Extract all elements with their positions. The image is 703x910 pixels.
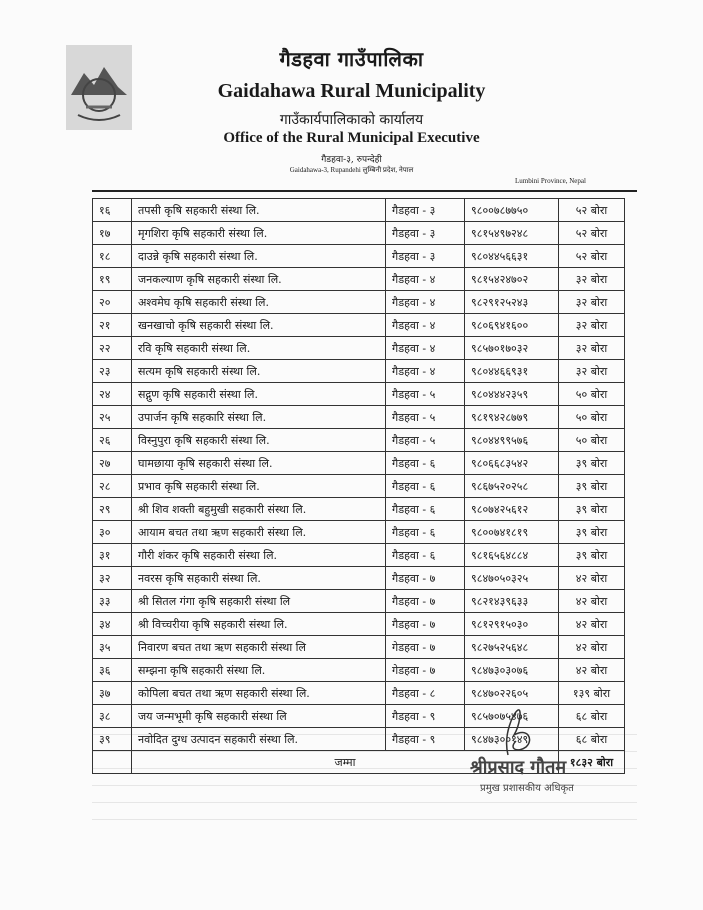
ward-number-cell: गैडहवा - ७ [386, 567, 465, 590]
table-row [93, 452, 625, 475]
quantity-cell: ५२ बोरा [559, 222, 625, 245]
quantity-cell: ३९ बोरा [559, 544, 625, 567]
table-row [93, 383, 625, 406]
ward-number-cell: गैडहवा - ९ [386, 728, 465, 751]
phone-number-cell: ९८५७०१७०३२ [465, 337, 559, 360]
quantity-cell: ३९ बोरा [559, 452, 625, 475]
office-english: Office of the Rural Municipal Executive [223, 130, 480, 146]
serial-number-cell: ३८ [93, 705, 132, 728]
total-quantity: १८३२ बोरा [559, 751, 625, 774]
ward-number-cell: गैडहवा - ४ [386, 337, 465, 360]
serial-number-cell: १६ [93, 199, 132, 222]
phone-number-cell: ९८०७४२५६१२ [465, 498, 559, 521]
phone-number-cell: ९८००७८७७५० [465, 199, 559, 222]
cooperative-name-cell: अश्वमेघ कृषि सहकारी संस्था लि. [132, 291, 386, 314]
serial-number-cell: २७ [93, 452, 132, 475]
phone-number-cell: ९८१५४२४७०२ [465, 268, 559, 291]
ward-number-cell: गैडहवा - ८ [386, 682, 465, 705]
cooperative-name-cell: नवरस कृषि सहकारी संस्था लि. [132, 567, 386, 590]
cooperative-name-cell: कोपिला बचत तथा ऋण सहकारी संस्था लि. [132, 682, 386, 705]
table-row [93, 521, 625, 544]
cooperative-list-table [92, 198, 625, 774]
quantity-cell: ५२ बोरा [559, 245, 625, 268]
table-row [93, 360, 625, 383]
quantity-cell: ४२ बोरा [559, 590, 625, 613]
serial-number-cell: २५ [93, 406, 132, 429]
cooperative-name-cell: निवारण बचत तथा ऋण सहकारी संस्था लि [132, 636, 386, 659]
ward-number-cell: गैडहवा - ६ [386, 544, 465, 567]
address-nepali: गैडहवा-३, रुपन्देही [321, 155, 382, 165]
phone-number-cell: ९८१२९१५०३० [465, 613, 559, 636]
table-row [93, 406, 625, 429]
serial-number-cell: ३५ [93, 636, 132, 659]
table-row [93, 199, 625, 222]
phone-number-cell: ९८२१४३९६३३ [465, 590, 559, 613]
title-english: Gaidahawa Rural Municipality [217, 80, 486, 102]
total-label: जम्मा [132, 751, 559, 774]
quantity-cell: ३२ बोरा [559, 337, 625, 360]
table-row [93, 636, 625, 659]
cooperative-name-cell: जय जन्मभूमी कृषि सहकारी संस्था लि [132, 705, 386, 728]
serial-number-cell: २९ [93, 498, 132, 521]
phone-number-cell: ९८०४४५६६३१ [465, 245, 559, 268]
serial-number-cell: २८ [93, 475, 132, 498]
cooperative-name-cell: उपार्जन कृषि सहकारि संस्था लि. [132, 406, 386, 429]
serial-number-cell: ३० [93, 521, 132, 544]
phone-number-cell: ९८४७३००१४९ [465, 728, 559, 751]
cooperative-name-cell: श्री सितल गंगा कृषि सहकारी संस्था लि [132, 590, 386, 613]
table-body [93, 199, 625, 751]
cooperative-name-cell: नवोदित दुग्ध उत्पादन सहकारी संस्था लि. [132, 728, 386, 751]
cooperative-name-cell: घामछाया कृषि सहकारी संस्था लि. [132, 452, 386, 475]
phone-number-cell: ९८४७०५०३२५ [465, 567, 559, 590]
quantity-cell: ३९ बोरा [559, 498, 625, 521]
ward-number-cell: गैडहवा - ५ [386, 406, 465, 429]
province-label: Lumbini Province, Nepal [515, 177, 586, 185]
table-row [93, 222, 625, 245]
table-row [93, 245, 625, 268]
serial-number-cell: २० [93, 291, 132, 314]
ward-number-cell: गेडहवा - ७ [386, 636, 465, 659]
table-row [93, 429, 625, 452]
table-row [93, 291, 625, 314]
serial-number-cell: ३४ [93, 613, 132, 636]
ward-number-cell: गैडहवा - ४ [386, 314, 465, 337]
cooperative-name-cell: सद्गुण कृषि सहकारी संस्था लि. [132, 383, 386, 406]
quantity-cell: ६८ बोरा [559, 705, 625, 728]
quantity-cell: ६८ बोरा [559, 728, 625, 751]
serial-number-cell: १९ [93, 268, 132, 291]
cooperative-name-cell: प्रभाव कृषि सहकारी संस्था लि. [132, 475, 386, 498]
phone-number-cell: ९८०४४९९५७६ [465, 429, 559, 452]
cooperative-name-cell: सत्यम कृषि सहकारी संस्था लि. [132, 360, 386, 383]
serial-number-cell: २४ [93, 383, 132, 406]
ward-number-cell: गैडहवा - ४ [386, 360, 465, 383]
table-row [93, 337, 625, 360]
phone-number-cell: ९८००७४१८१९ [465, 521, 559, 544]
table-row [93, 613, 625, 636]
phone-number-cell: ९८१५४९७२४८ [465, 222, 559, 245]
phone-number-cell: ९८५७०७५४७६ [465, 705, 559, 728]
signer-name: श्रीप्रसाद गौतम [470, 757, 567, 778]
ward-number-cell: गैडहवा - ३ [386, 199, 465, 222]
serial-number-cell: २३ [93, 360, 132, 383]
cooperative-name-cell: रवि कृषि सहकारी संस्था लि. [132, 337, 386, 360]
phone-number-cell: ९८१६५६४८८४ [465, 544, 559, 567]
table-row [93, 659, 625, 682]
phone-number-cell: ९८२७५२५६४८ [465, 636, 559, 659]
table-row [93, 475, 625, 498]
ward-number-cell: गैडहवा - ३ [386, 245, 465, 268]
ward-number-cell: गैडहवा - ४ [386, 268, 465, 291]
phone-number-cell: ९८६७५२०२५८ [465, 475, 559, 498]
ward-number-cell: गैडहवा - ७ [386, 590, 465, 613]
table-row [93, 498, 625, 521]
table-row [93, 567, 625, 590]
serial-number-cell: ३१ [93, 544, 132, 567]
quantity-cell: ३९ बोरा [559, 475, 625, 498]
ward-number-cell: गैडहवा - ७ [386, 613, 465, 636]
serial-number-cell: ३६ [93, 659, 132, 682]
cooperative-name-cell: सम्झना कृषि सहकारी संस्था लि. [132, 659, 386, 682]
phone-number-cell: ९८०६९४१६०० [465, 314, 559, 337]
serial-number-cell: १७ [93, 222, 132, 245]
ward-number-cell: गैडहवा - ५ [386, 429, 465, 452]
cooperative-name-cell: विस्नुपुरा कृषि सहकारी संस्था लि. [132, 429, 386, 452]
cooperative-name-cell: श्री विच्चरीया कृषि सहकारी संस्था लि. [132, 613, 386, 636]
ward-number-cell: गैडहवा - ३ [386, 222, 465, 245]
cooperative-name-cell: आयाम बचत तथा ऋण सहकारी संस्था लि. [132, 521, 386, 544]
ward-number-cell: गैडहवा - ४ [386, 291, 465, 314]
phone-number-cell: ९८०६६८३५४२ [465, 452, 559, 475]
serial-number-cell: ३९ [93, 728, 132, 751]
table-row [93, 682, 625, 705]
ward-number-cell: गैडहवा - ६ [386, 498, 465, 521]
quantity-cell: ४२ बोरा [559, 613, 625, 636]
phone-number-cell: ९८०४४४२३५९ [465, 383, 559, 406]
ward-number-cell: गैडहवा - ६ [386, 475, 465, 498]
quantity-cell: ३९ बोरा [559, 521, 625, 544]
ward-number-cell: गेडहवा - ७ [386, 659, 465, 682]
serial-number-cell: ३७ [93, 682, 132, 705]
ward-number-cell: गैडहवा - ९ [386, 705, 465, 728]
address-english: Gaidahawa-3, Rupandehi लुम्बिनी प्रदेश, नेपाल [289, 166, 414, 174]
serial-number-cell: १८ [93, 245, 132, 268]
quantity-cell: ५० बोरा [559, 429, 625, 452]
office-nepali: गाउँकार्यपालिकाको कार्यालय [279, 112, 424, 128]
serial-number-cell: ३२ [93, 567, 132, 590]
quantity-cell: ४२ बोरा [559, 659, 625, 682]
quantity-cell: ५० बोरा [559, 383, 625, 406]
phone-number-cell: ९८४७३०३०७६ [465, 659, 559, 682]
bleed-through-signature [440, 878, 445, 897]
cooperative-name-cell: तपसी कृषि सहकारी संस्था लि. [132, 199, 386, 222]
quantity-cell: ५० बोरा [559, 406, 625, 429]
serial-number-cell: २२ [93, 337, 132, 360]
quantity-cell: ४२ बोरा [559, 567, 625, 590]
ward-number-cell: गैडहवा - ६ [386, 452, 465, 475]
quantity-cell: ५२ बोरा [559, 199, 625, 222]
serial-number-cell: २१ [93, 314, 132, 337]
cooperative-name-cell: दाउन्ने कृषि सहकारी संस्था लि. [132, 245, 386, 268]
table-row [93, 268, 625, 291]
cooperative-name-cell: श्री शिव शक्ती बहुमुखी सहकारी संस्था लि. [132, 498, 386, 521]
phone-number-cell: ९८४७०२२६०५ [465, 682, 559, 705]
phone-number-cell: ९८१९४२८७७९ [465, 406, 559, 429]
signer-title: प्रमुख प्रशासकीय अधिकृत [480, 783, 574, 794]
table-row [93, 590, 625, 613]
title-nepali: गैडहवा गाउँपालिका [279, 47, 424, 71]
quantity-cell: १३९ बोरा [559, 682, 625, 705]
phone-number-cell: ९८२९१२५२४३ [465, 291, 559, 314]
ward-number-cell: गैडहवा - ५ [386, 383, 465, 406]
quantity-cell: ३२ बोरा [559, 314, 625, 337]
ward-number-cell: गैडहवा - ६ [386, 521, 465, 544]
quantity-cell: ३२ बोरा [559, 291, 625, 314]
quantity-cell: ३२ बोरा [559, 268, 625, 291]
table-row [93, 314, 625, 337]
cooperative-name-cell: गौरी शंकर कृषि सहकारी संस्था लि. [132, 544, 386, 567]
quantity-cell: ४२ बोरा [559, 636, 625, 659]
cooperative-name-cell: खनखाचो कृषि सहकारी संस्था लि. [132, 314, 386, 337]
cooperative-name-cell: जनकल्याण कृषि सहकारी संस्था लि. [132, 268, 386, 291]
phone-number-cell: ९८०४४६६९३१ [465, 360, 559, 383]
serial-number-cell: २६ [93, 429, 132, 452]
table-row [93, 544, 625, 567]
header-divider [92, 190, 637, 192]
cooperative-name-cell: मृगशिरा कृषि सहकारी संस्था लि. [132, 222, 386, 245]
signature-scribble [478, 705, 588, 760]
letterhead [0, 0, 703, 195]
quantity-cell: ३२ बोरा [559, 360, 625, 383]
serial-number-cell: ३३ [93, 590, 132, 613]
